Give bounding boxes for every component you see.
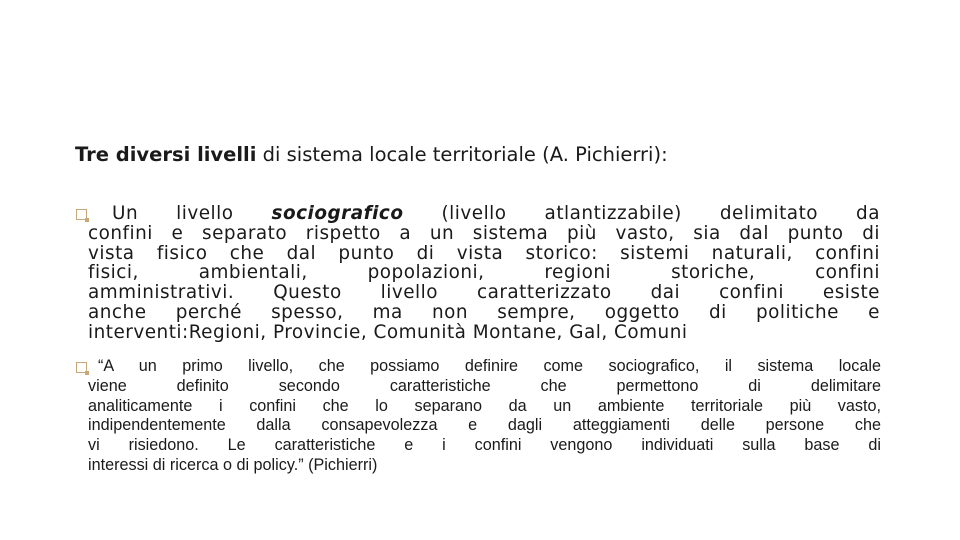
bullet-line: anche perché spesso, ma non sempre, oggetto di politiche e (88, 301, 880, 323)
emphasis-sociografico: sociografico (271, 203, 404, 224)
bullet-line: amministrativi. Questo livello caratterizzato dai confini esiste (88, 282, 880, 304)
bullet-line: fisici, ambientali, popolazioni, regioni storiche, confini (88, 262, 880, 284)
bullet-line: interventi:Regioni, Provincie, Comunità Montane, Gal, Comuni (88, 321, 688, 343)
square-bullet-icon (76, 362, 87, 373)
quote-line: viene definito secondo caratteristiche che permettono di delimitare (88, 376, 881, 395)
heading-bold: Tre diversi livelli (75, 143, 257, 166)
quote-line: interessi di ricerca o di policy.” (Pichierri) (88, 455, 378, 474)
square-bullet-icon (76, 209, 87, 220)
quote-line: indipendentemente dalla consapevolezza e dagli atteggiamenti delle persone che (88, 416, 881, 435)
bullet-text-part: (livello atlantizzabile) delimitato da (403, 203, 880, 224)
quote-line: “A un primo livello, che possiamo definire come sociografico, il sistema locale (98, 357, 881, 375)
bullet-item-sociografico (76, 204, 881, 350)
heading-rest: di sistema locale territoriale (A. Pichierri): (256, 143, 668, 166)
quote-line: vi risiedono. Le caratteristiche e i confini vengono individuati sulla base di (88, 436, 881, 455)
bullet-item-quote (76, 357, 881, 487)
quote-text (88, 357, 881, 476)
bullet-line: confini e separato rispetto a un sistema più vasto, sia dal punto di (88, 222, 880, 244)
bullet-text-part: Un livello (112, 203, 272, 224)
bullet-line (88, 204, 880, 224)
bullet-line: vista fisico che dal punto di vista storico: sistemi naturali, confini (88, 242, 880, 264)
bullet-text (88, 204, 880, 343)
quote-line: analiticamente i confini che lo separano da un ambiente territoriale più vasto, (88, 396, 881, 415)
slide-heading (75, 142, 875, 168)
